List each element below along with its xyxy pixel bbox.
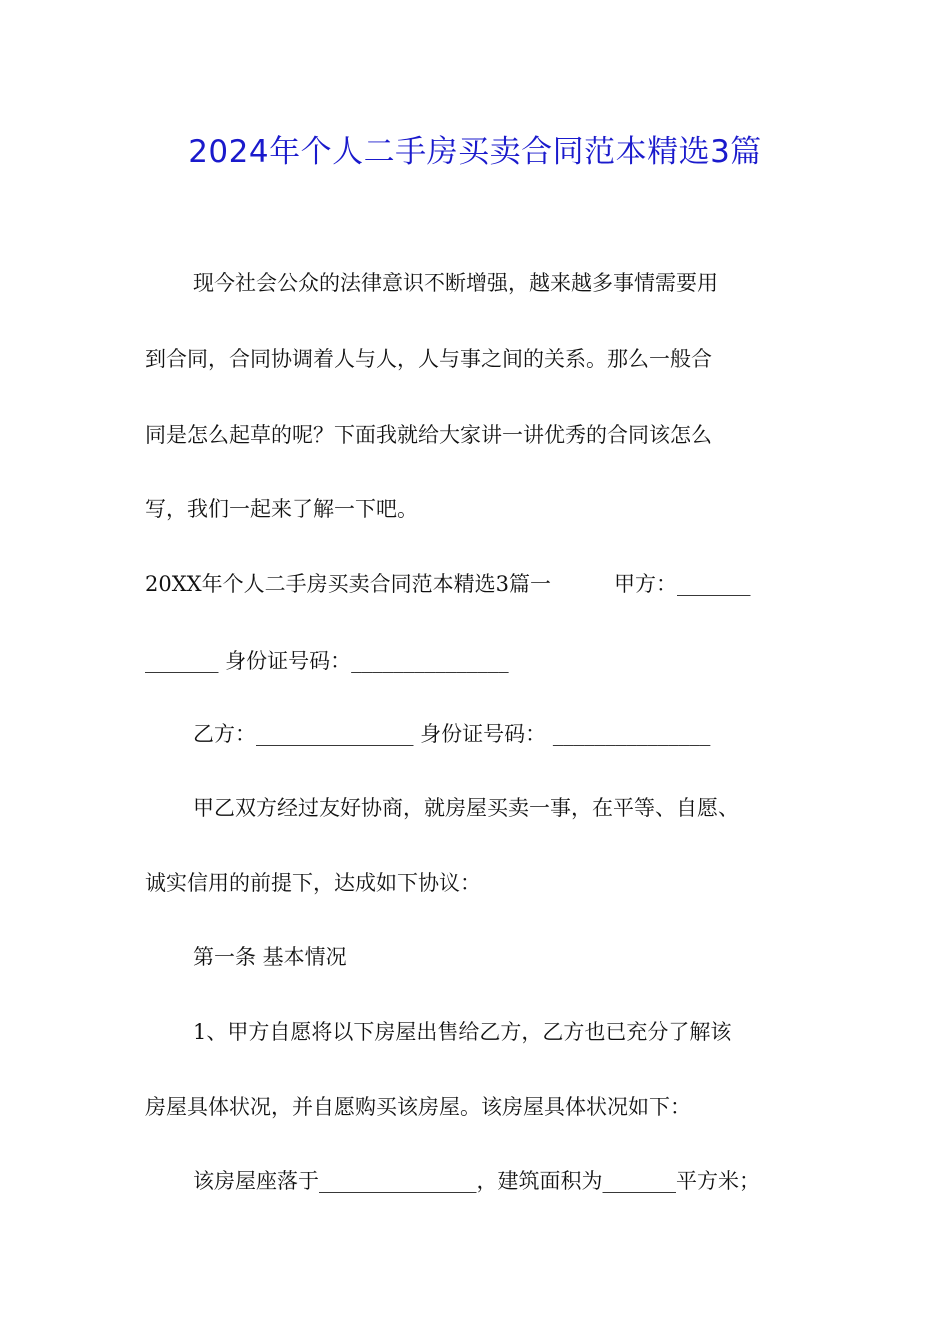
paragraph-line: 20XX年个人二手房买卖合同范本精选3篇一 甲方：_______ [145, 572, 751, 596]
paragraph-line: 到合同，合同协调着人与人，人与事之间的关系。那么一般合 [145, 347, 712, 371]
paragraph-line: 甲乙双方经过友好协商，就房屋买卖一事，在平等、自愿、 [193, 796, 739, 820]
paragraph-line: 乙方：_______________ 身份证号码： _______________ [193, 722, 711, 746]
section-heading: 第一条 基本情况 [193, 945, 347, 969]
paragraph-line: 房屋具体状况，并自愿购买该房屋。该房屋具体状况如下： [145, 1095, 691, 1119]
paragraph-line: 写，我们一起来了解一下吧。 [145, 497, 418, 521]
paragraph-line: 诚实信用的前提下，达成如下协议： [145, 871, 481, 895]
document-title: 2024年个人二手房买卖合同范本精选3篇 [188, 134, 762, 170]
paragraph-line: 1、甲方自愿将以下房屋出售给乙方，乙方也已充分了解该 [193, 1020, 732, 1044]
paragraph-line: 该房屋座落于_______________，建筑面积为_______平方米； [193, 1169, 760, 1193]
paragraph-line: _______ 身份证号码：_______________ [145, 649, 509, 673]
paragraph-line: 同是怎么起草的呢？下面我就给大家讲一讲优秀的合同该怎么 [145, 423, 712, 447]
paragraph-line: 现今社会公众的法律意识不断增强，越来越多事情需要用 [193, 271, 718, 295]
